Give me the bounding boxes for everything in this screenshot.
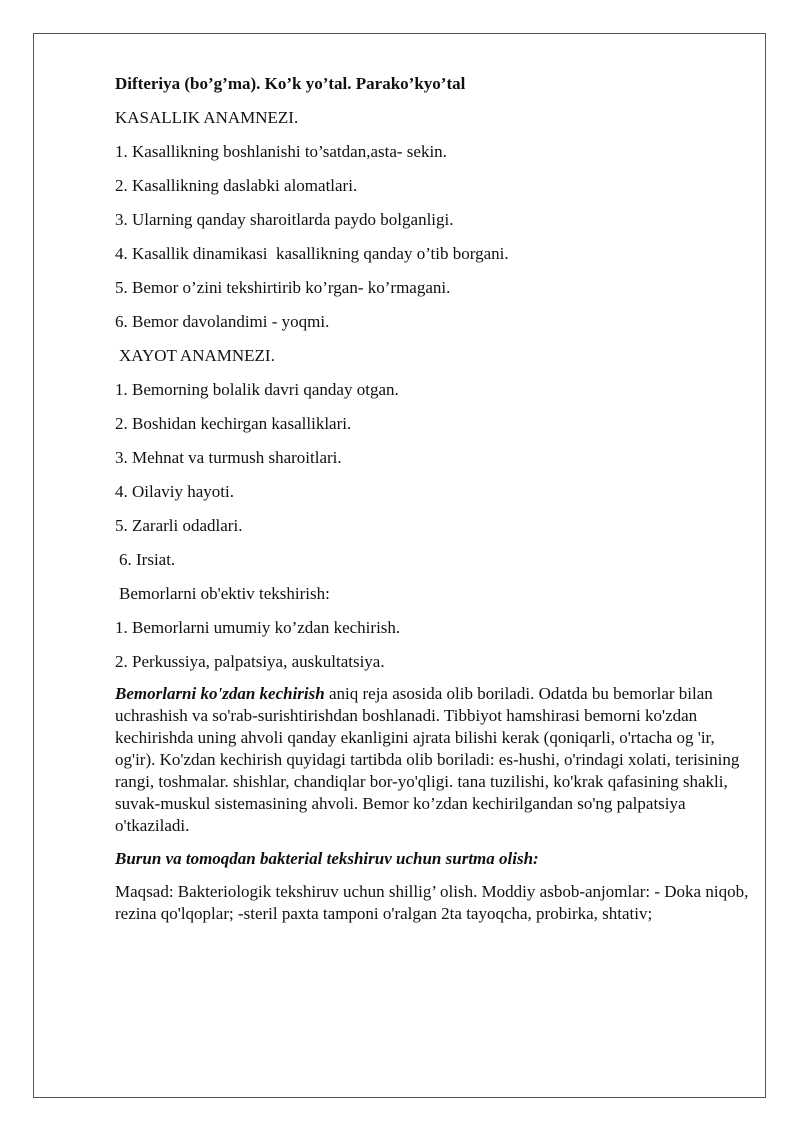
- paragraph-examination: [115, 683, 755, 837]
- list-item: 1. Bemorlarni umumiy ko’zdan kechirish.: [115, 618, 401, 637]
- list-item: 4. Oilaviy hayoti.: [115, 482, 234, 501]
- list-item: 5. Bemor o’zini tekshirtirib ko’rgan- ko’rmagani.: [115, 278, 451, 297]
- paragraph-text: aniq reja asosida olib boriladi. Odatda bu bemorlar bilan uchrashish va so'rab-surishtirishdan boshlanadi. Tibbiyot hamshirasi bemorni ko'zdan kechirishda uning ahvoli qanday ekanligini ajrata bilishi kerak (qoniqarli, o'rtacha og 'ir, og'ir). Ko'zdan kechirish quyidagi tartibda olib boriladi: es-hushi, o'rindagi xolati, terisining rangi, toshmalar. shishlar, chandiqlar bor-yo'qligi. tana tuzilishi, ko'krak qafasining shakli, suvak-muskul sistemasining ahvoli. Bemor ko’zdan kechirilgandan so'ng palpatsiya o'tkaziladi.: [115, 684, 740, 835]
- list-item: 6. Bemor davolandimi - yoqmi.: [115, 312, 330, 331]
- list-item: 6. Irsiat.: [119, 550, 176, 569]
- list-item: 3. Mehnat va turmush sharoitlari.: [115, 448, 342, 467]
- paragraph-purpose: Maqsad: Bakteriologik tekshiruv uchun shillig’ olish. Moddiy asbob-anjomlar: - Doka niqob, rezina qo'lqoplar; -steril paxta tamponi o'ralgan 2ta tayoqcha, probirka, shtativ;: [115, 882, 749, 923]
- list-item: 5. Zararli odadlari.: [115, 516, 243, 535]
- subheading-swab: Burun va tomoqdan bakterial tekshiruv uchun surtma olish:: [115, 849, 539, 868]
- paragraph-lead: Bemorlarni ko'zdan kechirish: [115, 684, 325, 703]
- section-heading-obektiv-tekshirish: Bemorlarni ob'ektiv tekshirish:: [119, 584, 330, 603]
- section-heading-xayot-anamnezi: XAYOT ANAMNEZI.: [119, 346, 275, 365]
- list-item: 2. Kasallikning daslabki alomatlari.: [115, 176, 358, 195]
- list-item: 3. Ularning qanday sharoitlarda paydo bolganligi.: [115, 210, 454, 229]
- document-title: Difteriya (bo’g’ma). Ko’k yo’tal. Parako’kyo’tal: [115, 74, 466, 93]
- list-item: 1. Kasallikning boshlanishi to’satdan,asta- sekin.: [115, 142, 447, 161]
- list-item: 2. Perkussiya, palpatsiya, auskultatsiya.: [115, 652, 385, 671]
- list-item: 2. Boshidan kechirgan kasalliklari.: [115, 414, 352, 433]
- list-item: 1. Bemorning bolalik davri qanday otgan.: [115, 380, 399, 399]
- document-body: [115, 74, 755, 925]
- list-item: 4. Kasallik dinamikasi kasallikning qanday o’tib borgani.: [115, 244, 509, 263]
- section-heading-kasallik-anamnezi: KASALLIK ANAMNEZI.: [115, 108, 299, 127]
